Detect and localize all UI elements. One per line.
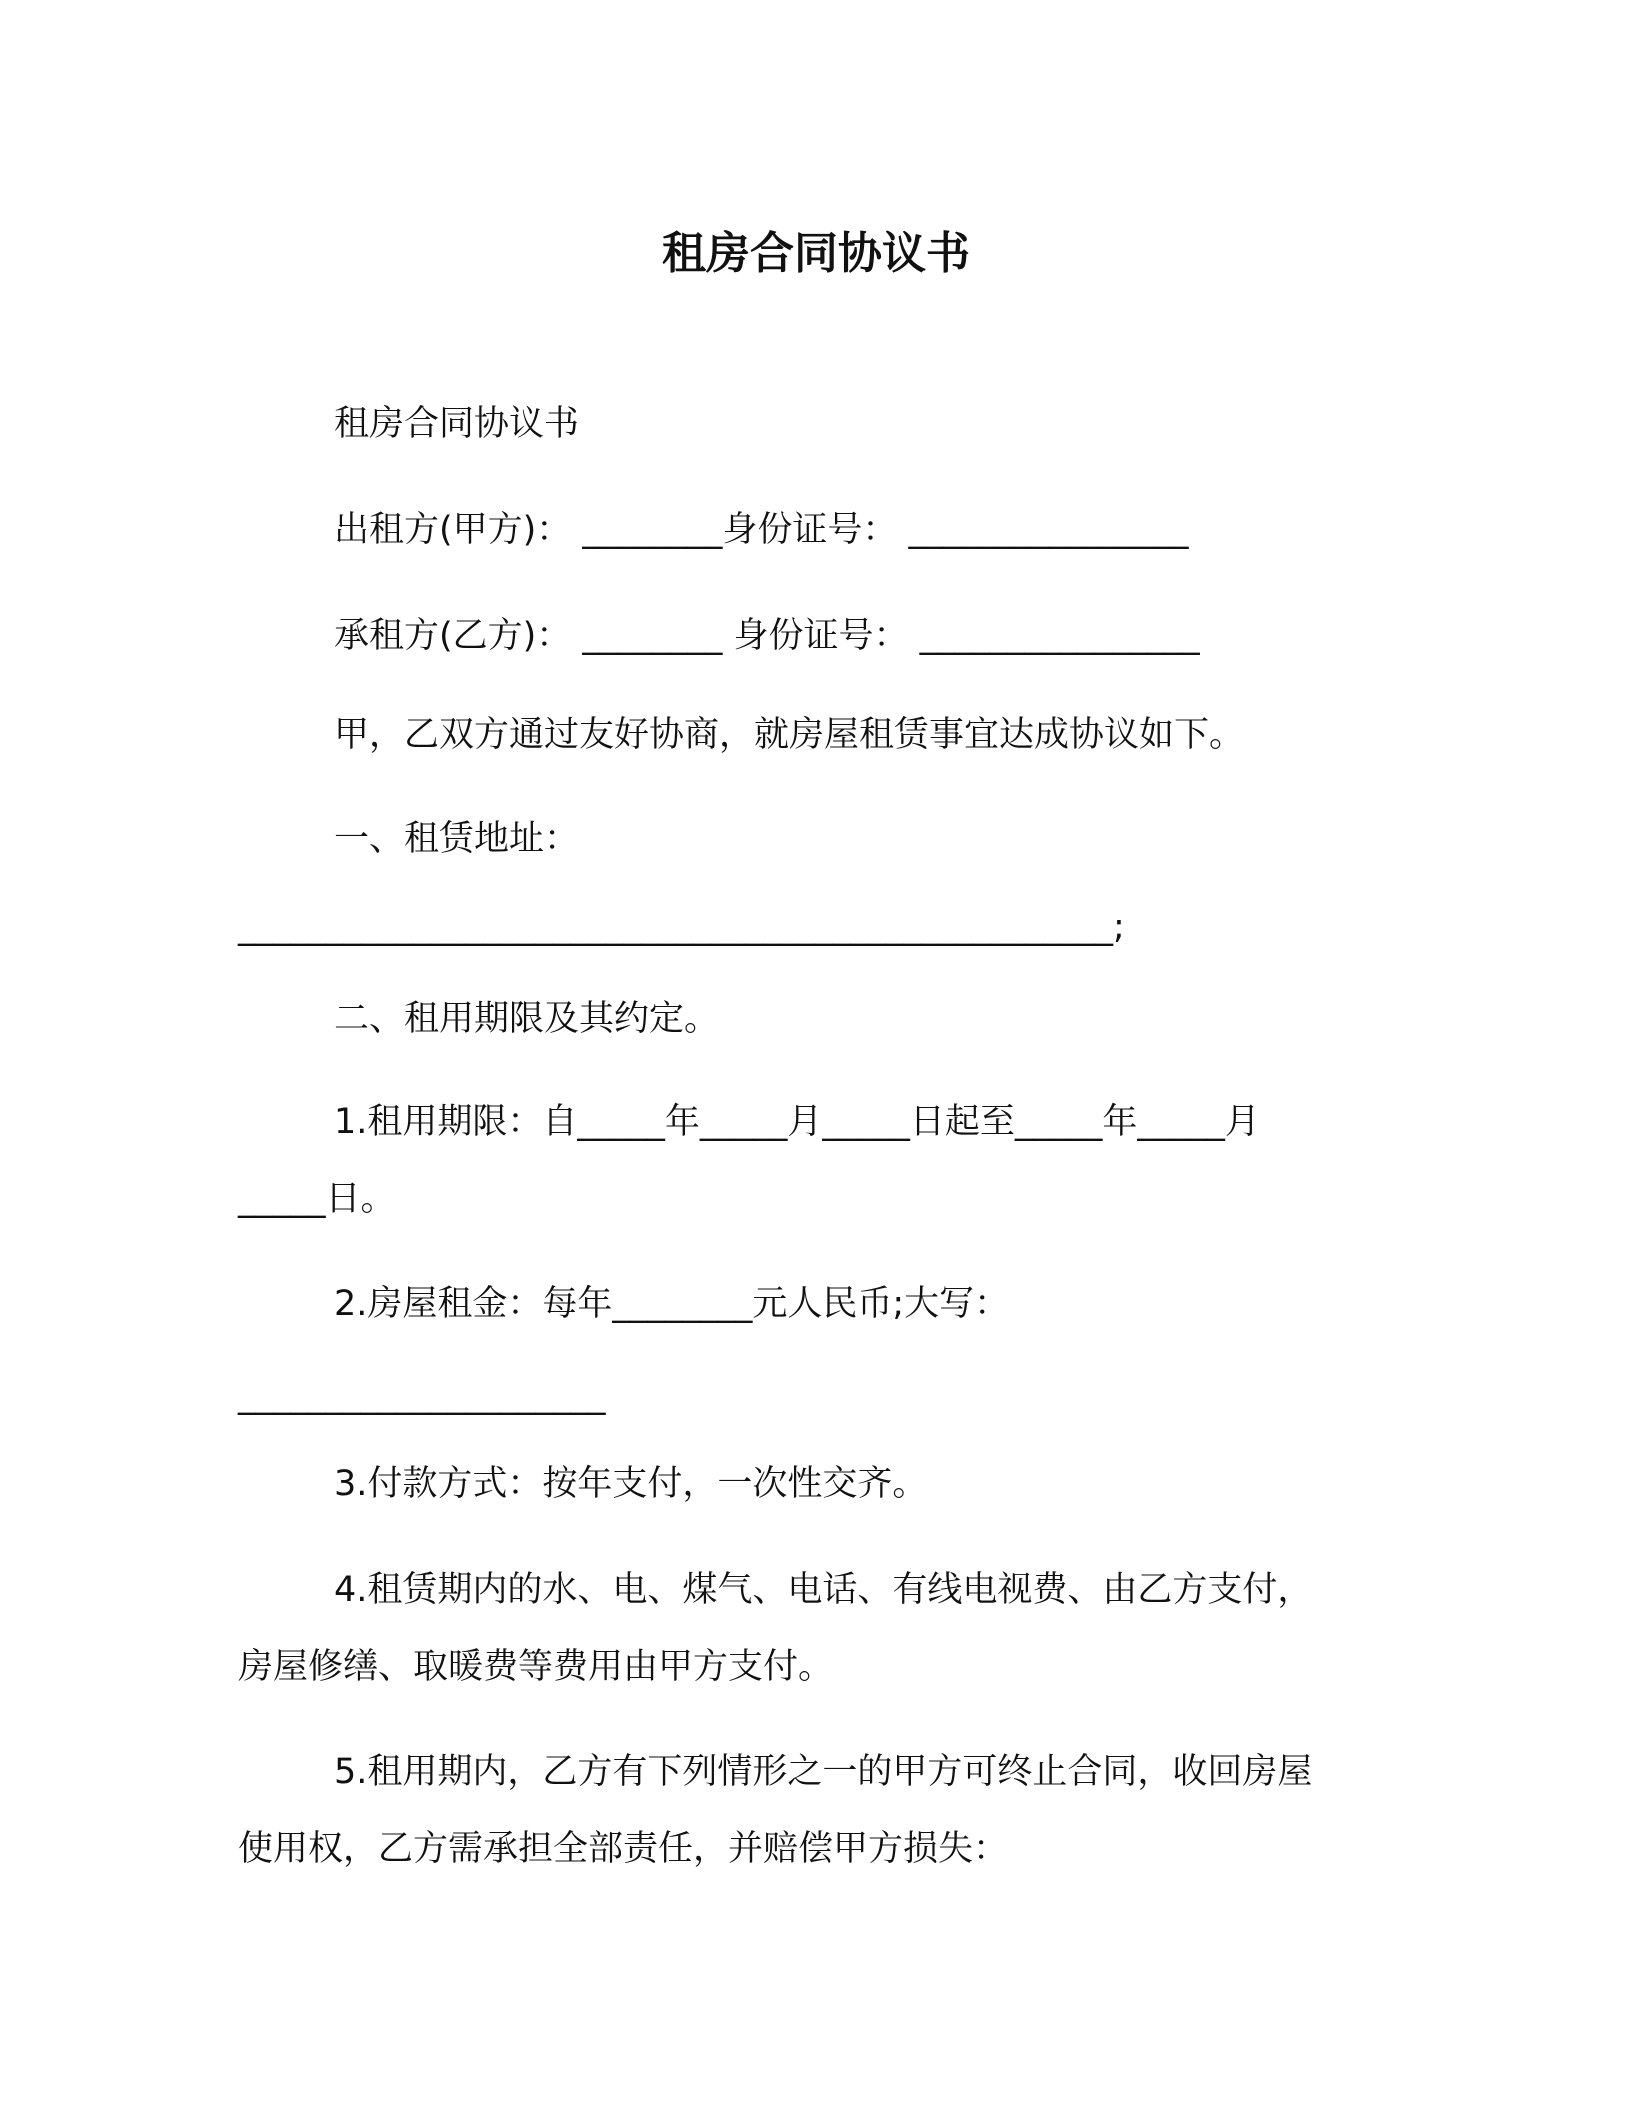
clause-3-line: 3.付款方式：按年支付，一次性交齐。 (334, 1464, 928, 1504)
clause-2-line-1: 2.房屋租金：每年________元人民币;大写： (334, 1284, 1010, 1324)
section-2-heading: 二、租用期限及其约定。 (334, 999, 720, 1039)
clause-1-line-1: 1.租用期限：自_____年_____月_____日起至_____年_____月 (334, 1102, 1260, 1142)
clause-2-line-2: _____________________ (238, 1376, 606, 1416)
section-1-heading: 一、租赁地址： (334, 819, 580, 859)
lessor-line: 出租方(甲方)： ________身份证号： ________________ (334, 510, 1189, 550)
clause-1-line-2: _____日。 (238, 1179, 396, 1219)
clause-4-line-2: 房屋修缮、取暖费等费用由甲方支付。 (238, 1647, 834, 1687)
clause-4-line-1: 4.租赁期内的水、电、煤气、电话、有线电视费、由乙方支付， (334, 1570, 1313, 1610)
subtitle-line: 租房合同协议书 (334, 404, 580, 444)
document-title: 租房合同协议书 (662, 228, 970, 279)
address-blank-line: __________________________________________________; (238, 907, 1125, 947)
clause-5-line-1: 5.租用期内，乙方有下列情形之一的甲方可终止合同，收回房屋 (334, 1752, 1313, 1792)
agreement-intro-line: 甲，乙双方通过友好协商，就房屋租赁事宜达成协议如下。 (334, 715, 1245, 755)
lessee-line: 承租方(乙方)： ________ 身份证号： ________________ (334, 616, 1200, 656)
clause-5-line-2: 使用权，乙方需承担全部责任，并赔偿甲方损失： (238, 1829, 1009, 1869)
